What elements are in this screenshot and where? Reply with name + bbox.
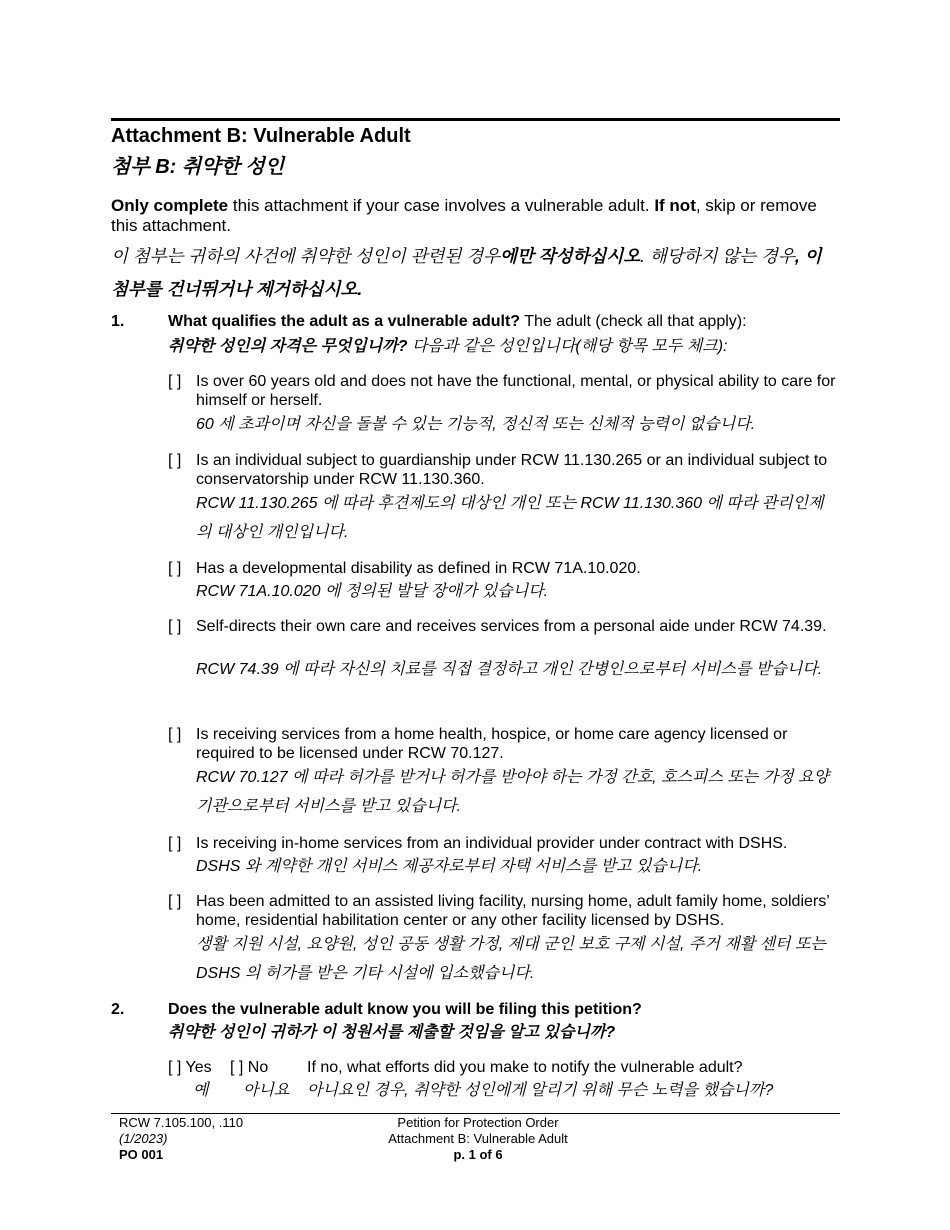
yes-checkbox[interactable]: [ ] Yes [168, 1059, 212, 1076]
intro-ko-part2: 에만 작성하십시오 [500, 246, 641, 266]
option-1-text: Is over 60 years old and does not have the functional, mental, or physical ability to care for himself or herself. [196, 373, 836, 409]
option-2-korean: RCW 11.130.265 에 따라 후견제도의 대상인 개인 또는 RCW 11.130.360 에 따라 관리인제의 대상인 개인입니다. [196, 495, 824, 541]
option-3-text: Has a developmental disability as defined in RCW 71A.10.020. [196, 560, 641, 577]
option-1-checkbox[interactable]: [ ] [168, 373, 182, 390]
option-3-checkbox[interactable]: [ ] [168, 560, 182, 577]
question-2-followup: If no, what efforts did you make to notify the vulnerable adult? [307, 1059, 743, 1076]
footer-form-title: Petition for Protection Order [397, 1115, 559, 1130]
no-checkbox[interactable]: [ ] No [230, 1059, 269, 1076]
option-5-korean: RCW 70.127 에 따라 허가를 받거나 허가를 받아야 하는 가정 간호, 호스피스 또는 가정 요양 기관으로부터 서비스를 받고 있습니다. [196, 769, 829, 815]
option-2-text: Is an individual subject to guardianship under RCW 11.130.265 or an individual subject to conservatorship under RCW 11.130.360. [196, 452, 828, 488]
question-1-rest: The adult (check all that apply): [520, 313, 747, 330]
option-6-korean: DSHS 와 계약한 개인 서비스 제공자로부터 자택 서비스를 받고 있습니다. [196, 858, 703, 875]
intro-ifnot-bold: If not [654, 196, 696, 215]
question-2-followup-korean: 아니요인 경우, 취약한 성인에게 알리기 위해 무슨 노력을 했습니까? [307, 1082, 774, 1099]
intro-ko-part4: , 이 첨부를 건너뛰거나 제거하십시오. [111, 246, 822, 299]
option-4-text: Self-directs their own care and receives services from a personal aide under RCW 74.39. [196, 618, 827, 635]
title-rest: : Vulnerable Adult [241, 125, 411, 147]
top-rule [111, 118, 840, 121]
option-4-checkbox[interactable]: [ ] [168, 618, 182, 635]
intro-instructions [111, 196, 840, 236]
question-1-korean-rest: 다음과 같은 성인입니다(해당 항목 모두 체크): [407, 338, 728, 355]
question-1-bold: What qualifies the adult as a vulnerable adult? [168, 313, 521, 330]
footer-attachment: Attachment B: Vulnerable Adult [388, 1131, 568, 1146]
question-1-korean-bold: 취약한 성인의 자격은 무엇입니까? [168, 338, 408, 355]
footer-page-number: p. 1 of 6 [453, 1147, 503, 1162]
page-title-korean: 첨부 B: 취약한 성인 [111, 156, 285, 178]
yes-korean: 예 [193, 1082, 209, 1099]
intro-instructions-korean [111, 240, 840, 306]
option-3-korean: RCW 71A.10.020 에 정의된 발달 장애가 있습니다. [196, 583, 549, 600]
question-2-text: Does the vulnerable adult know you will be filing this petition? [168, 1001, 642, 1018]
option-4-korean: RCW 74.39 에 따라 자신의 치료를 직접 결정하고 개인 간병인으로부터 서비스를 받습니다. [196, 661, 823, 678]
question-1-text [168, 312, 840, 332]
option-7-korean: 생활 지원 시설, 요양원, 성인 공동 생활 가정, 제대 군인 보호 구제 시설, 주거 재활 센터 또는 DSHS 의 허가를 받은 기타 시설에 입소했습니다. [196, 936, 826, 982]
option-7-text: Has been admitted to an assisted living facility, nursing home, adult family home, soldiers’ home, residential habilitation center or any other facility licensed by DSHS. [196, 893, 830, 929]
footer-rule [111, 1113, 840, 1114]
option-1-korean: 60 세 초과이며 자신을 돌볼 수 있는 기능적, 정신적 또는 신체적 능력이 없습니다. [196, 416, 756, 433]
question-1-number: 1. [111, 313, 125, 330]
option-2-checkbox[interactable]: [ ] [168, 452, 182, 469]
option-5-checkbox[interactable]: [ ] [168, 726, 182, 743]
question-1-korean [168, 336, 840, 358]
page-title [111, 124, 411, 148]
intro-lead-rest: this attachment if your case involves a vulnerable adult. [228, 196, 655, 215]
footer-date: (1/2023) [119, 1131, 168, 1146]
intro-ko-part1: 이 첨부는 귀하의 사건에 취약한 성인이 관련된 경우 [111, 246, 501, 266]
intro-lead-bold: Only complete [111, 196, 229, 215]
footer-rcw: RCW 7.105.100, .110 [119, 1115, 244, 1130]
option-6-text: Is receiving in-home services from an individual provider under contract with DSHS. [196, 835, 788, 852]
title-label: Attachment B [111, 125, 242, 147]
question-2-number: 2. [111, 1001, 125, 1018]
no-korean: 아니요 [243, 1082, 290, 1099]
intro-ko-part3: . 해당하지 않는 경우 [640, 246, 795, 266]
intro-ifnot-rest: , skip or remove this attachment. [111, 196, 817, 235]
footer-form-id: PO 001 [119, 1147, 164, 1162]
option-5-text: Is receiving services from a home health, hospice, or home care agency licensed or required to be licensed under RCW 70.127. [196, 726, 788, 762]
option-7-checkbox[interactable]: [ ] [168, 893, 182, 910]
question-2-korean: 취약한 성인이 귀하가 이 청원서를 제출할 것임을 알고 있습니까? [168, 1024, 616, 1041]
option-6-checkbox[interactable]: [ ] [168, 835, 182, 852]
